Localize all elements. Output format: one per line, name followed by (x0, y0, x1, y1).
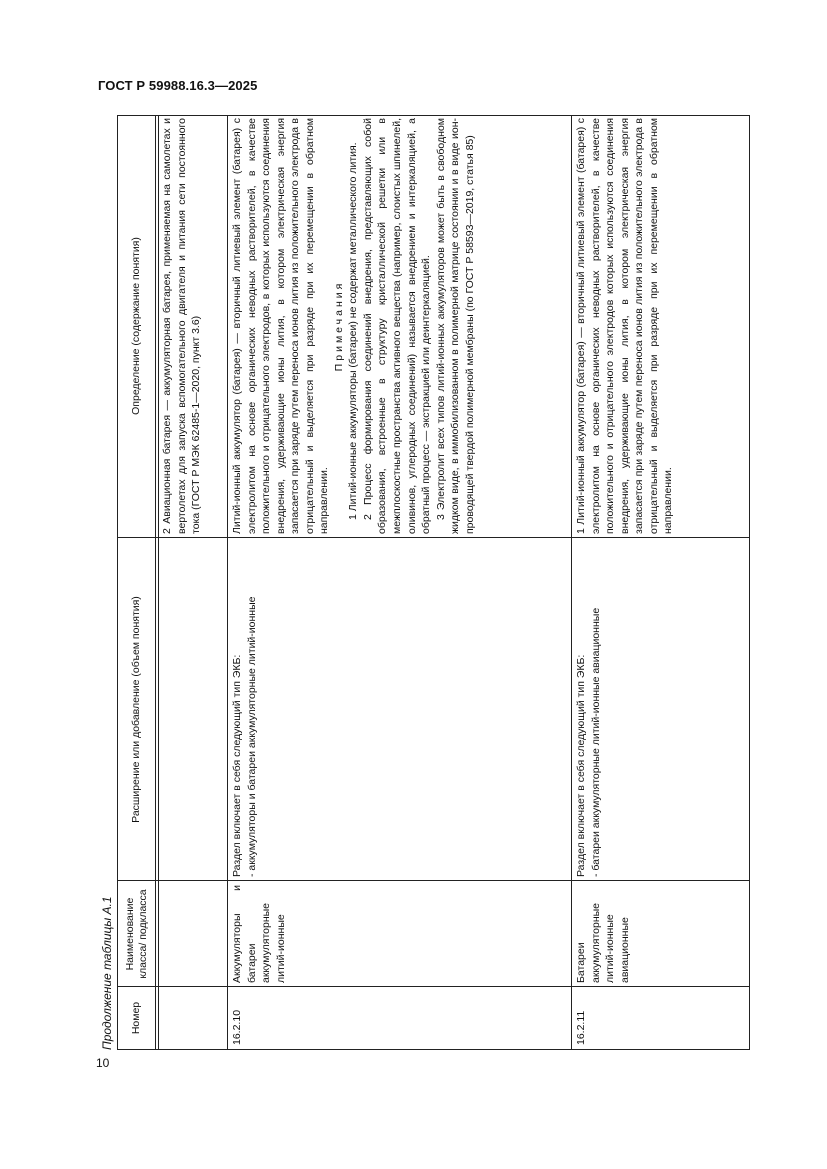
column-header-definition: Определение (содержание понятия) (130, 237, 142, 415)
table-row-definition (160, 114, 204, 538)
definition-paragraph: 1 Литий-ионный аккумулятор (батарея) — вторичный литиевый элемент (батарея) с электролитом на основе органических неводных растворителей, в качестве положительного и отрицательного электродов которых используются соединения внедрения, удерживающие ионы лития, в котором электрическая энергия запасается при заряде путем переноса ионов лития из положительного электрода в отрицательный и выделяется при разряде при их перемещении в обратном направлении. (575, 118, 675, 534)
table-row-number: 16.2.10 (231, 1009, 243, 1045)
column-header-name: Наименование класса/ подкласса (123, 889, 149, 979)
rotated-page-content (97, 110, 755, 1050)
extension-line: - аккумуляторы и батареи аккумуляторные литий-ионные (245, 596, 258, 877)
table-row-extension (230, 538, 259, 881)
row-divider (571, 116, 572, 1049)
column-header-extension: Расширение или добавление (объем понятия) (130, 596, 142, 823)
header-divider (155, 116, 156, 1049)
page-number: 10 (96, 1056, 110, 1070)
row-divider (227, 116, 228, 1049)
table-row-extension (574, 538, 603, 881)
table-row-definition (574, 114, 676, 538)
column-divider (118, 880, 749, 881)
column-header-number: Номер (130, 1001, 142, 1035)
table-row-name: Аккумуляторы и батареи аккумуляторные литий-ионные (231, 885, 287, 983)
extension-line: Раздел включает в себя следующий тип ЭКБ: (575, 654, 587, 877)
classification-table (117, 115, 750, 1050)
note-paragraph: 1 Литий-ионные аккумуляторы (батареи) не содержат металлического лития. (347, 142, 360, 520)
extension-line: Раздел включает в себя следующий тип ЭКБ: (231, 654, 243, 877)
table-row-number: 16.2.11 (575, 1010, 587, 1045)
header-divider (158, 116, 159, 1049)
extension-line: - батареи аккумуляторные литий-ионные авиационные (589, 607, 602, 877)
note-paragraph: 2 Процесс формирования соединений внедрения, представляющих собой образования, встроенные в структуру кристаллической решетки или в межплоскостные пространства активного вещества (например, слоистых шпинелей, оливинов, углеродных соединений) называется внедрением и интеркаляцией, а обратный процесс — экстракцией или деинтеркаляцией. (361, 118, 433, 534)
table-row-name: Батареи аккумуляторные литий-ионные авиационные (575, 902, 631, 983)
column-divider (118, 986, 749, 987)
notes-heading: Примечания (332, 280, 345, 372)
document-header: ГОСТ Р 59988.16.3—2025 (98, 78, 258, 93)
table-continuation-caption: Продолжение таблицы А.1 (100, 896, 114, 1050)
definition-paragraph: Литий-ионный аккумулятор (батарея) — вторичный литиевый элемент (батарея) с электролитом на основе органических неводных растворителей, в качестве положительного и отрицательного электродов, в которых используются соединения внедрения, удерживающие ионы лития, в котором электрическая энергия запасается при заряде путем переноса ионов лития из положительного электрода в отрицательный и выделяется при разряде при их перемещении в обратном направлении. (231, 118, 331, 534)
note-paragraph: 3 Электролит всех типов литий-ионных аккумуляторов может быть в свободном жидком виде, в иммобилизованном в полимерной матрице состоянии и в виде ион-проводящей твердой полимерной мембраны (по ГОСТ Р 58593—2019, статья 85) (434, 118, 476, 534)
table-row-definition (230, 114, 477, 538)
definition-paragraph: 2 Авиационная батарея — аккумуляторная батарея, применяемая на самолетах и вертолетах для запуска вспомогательного двигателя и питания сети постоянного тока (ГОСТ Р МЭК 62485-1—2020, пункт 3.6) (161, 118, 203, 534)
